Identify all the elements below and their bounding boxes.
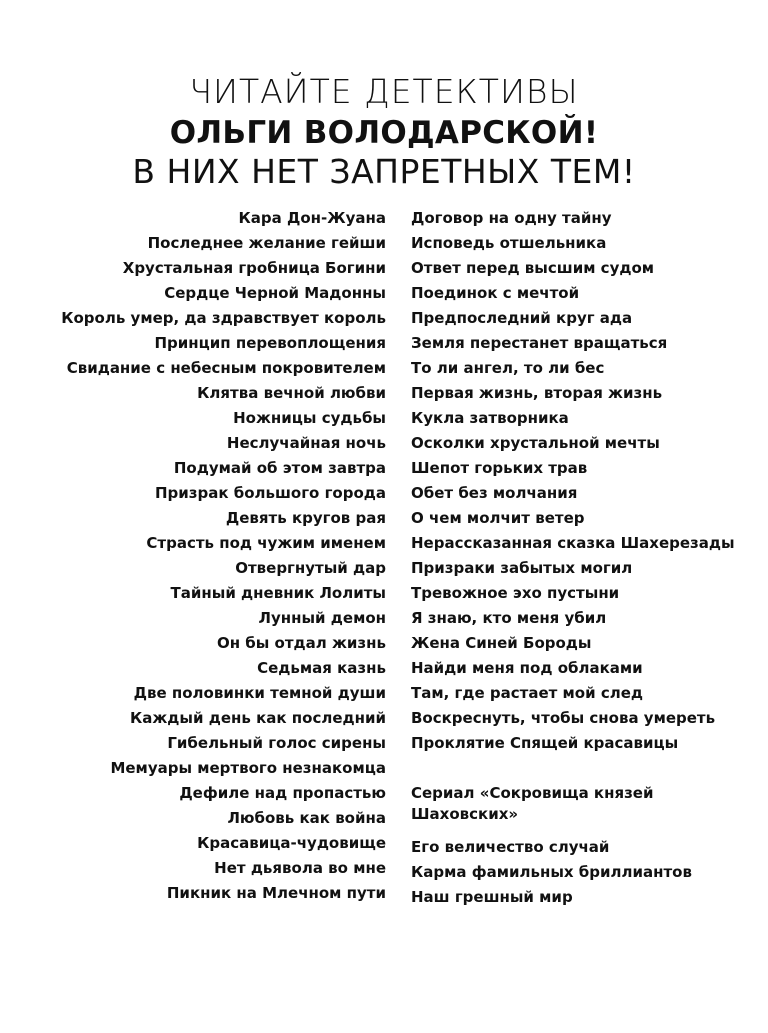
book-title: Призраки забытых могил — [411, 559, 633, 577]
book-title: Кукла затворника — [411, 409, 569, 427]
book-title: Страсть под чужим именем — [146, 534, 386, 552]
book-title: Лунный демон — [258, 609, 386, 627]
book-title: Любовь как война — [227, 809, 386, 827]
heading-line-1: ЧИТАЙТЕ ДЕТЕКТИВЫ — [189, 72, 579, 111]
book-title: Хрустальная гробница Богини — [122, 259, 386, 277]
book-title: То ли ангел, то ли бес — [411, 359, 605, 377]
book-title: Жена Синей Бороды — [411, 634, 592, 652]
book-title: Мемуары мертвого незнакомца — [110, 759, 386, 777]
book-title: Седьмая казнь — [257, 659, 386, 677]
book-title: Нет дьявола во мне — [214, 859, 386, 877]
book-title: Тревожное эхо пустыни — [411, 584, 620, 602]
book-title: Король умер, да здравствует король — [61, 309, 386, 327]
series-block — [411, 783, 711, 910]
book-list-right — [411, 206, 735, 756]
book-title: Свидание с небесным покровителем — [66, 359, 386, 377]
book-title: Найди меня под облаками — [411, 659, 643, 677]
book-title: Неслучайная ночь — [226, 434, 386, 452]
series-title: Сериал «Сокровища князей Шаховских» — [411, 784, 654, 823]
book-title: Проклятие Спящей красавицы — [411, 734, 679, 752]
book-title: Подумай об этом завтра — [173, 459, 386, 477]
book-title: Он бы отдал жизнь — [216, 634, 386, 652]
book-title: Тайный дневник Лолиты — [170, 584, 386, 602]
book-title: Земля перестанет вращаться — [411, 334, 668, 352]
book-title: Нерассказанная сказка Шахерезады — [411, 534, 735, 552]
book-title: Его величество случай — [411, 838, 610, 856]
book-title: Договор на одну тайну — [411, 209, 612, 227]
book-title: О чем молчит ветер — [411, 509, 585, 527]
book-title: Осколки хрустальной мечты — [411, 434, 660, 452]
book-title: Отвергнутый дар — [235, 559, 386, 577]
book-title: Сердце Черной Мадонны — [164, 284, 386, 302]
book-title: Поединок с мечтой — [411, 284, 580, 302]
book-title: Дефиле над пропастью — [179, 784, 386, 802]
book-title: Исповедь отшельника — [411, 234, 607, 252]
book-title: Там, где растает мой след — [411, 684, 644, 702]
book-title: Красавица-чудовище — [197, 834, 386, 852]
heading-line-3: В НИХ НЕТ ЗАПРЕТНЫХ ТЕМ! — [132, 152, 636, 191]
book-title: Я знаю, кто меня убил — [411, 609, 607, 627]
book-title: Клятва вечной любви — [197, 384, 386, 402]
book-title: Кара Дон-Жуана — [238, 209, 386, 227]
book-title: Ответ перед высшим судом — [411, 259, 655, 277]
book-title: Обет без молчания — [411, 484, 578, 502]
book-title: Гибельный голос сирены — [167, 734, 386, 752]
book-title: Последнее желание гейши — [147, 234, 386, 252]
book-title: Принцип перевоплощения — [154, 334, 386, 352]
book-title: Предпоследний круг ада — [411, 309, 633, 327]
book-title: Призрак большого города — [154, 484, 386, 502]
book-title: Две половинки темной души — [133, 684, 386, 702]
book-title: Наш грешный мир — [411, 888, 573, 906]
book-title: Девять кругов рая — [225, 509, 386, 527]
heading-author-name: ОЛЬГИ ВОЛОДАРСКОЙ! — [169, 115, 599, 151]
book-title: Шепот горьких трав — [411, 459, 588, 477]
book-title: Воскреснуть, чтобы снова умереть — [411, 709, 716, 727]
book-title: Первая жизнь, вторая жизнь — [411, 384, 663, 402]
series-book-list — [411, 835, 711, 910]
book-title: Каждый день как последний — [129, 709, 386, 727]
book-title: Карма фамильных бриллиантов — [411, 863, 692, 881]
book-title: Ножницы судьбы — [233, 409, 386, 427]
book-title: Пикник на Млечном пути — [166, 884, 386, 902]
book-list-left — [61, 206, 386, 906]
